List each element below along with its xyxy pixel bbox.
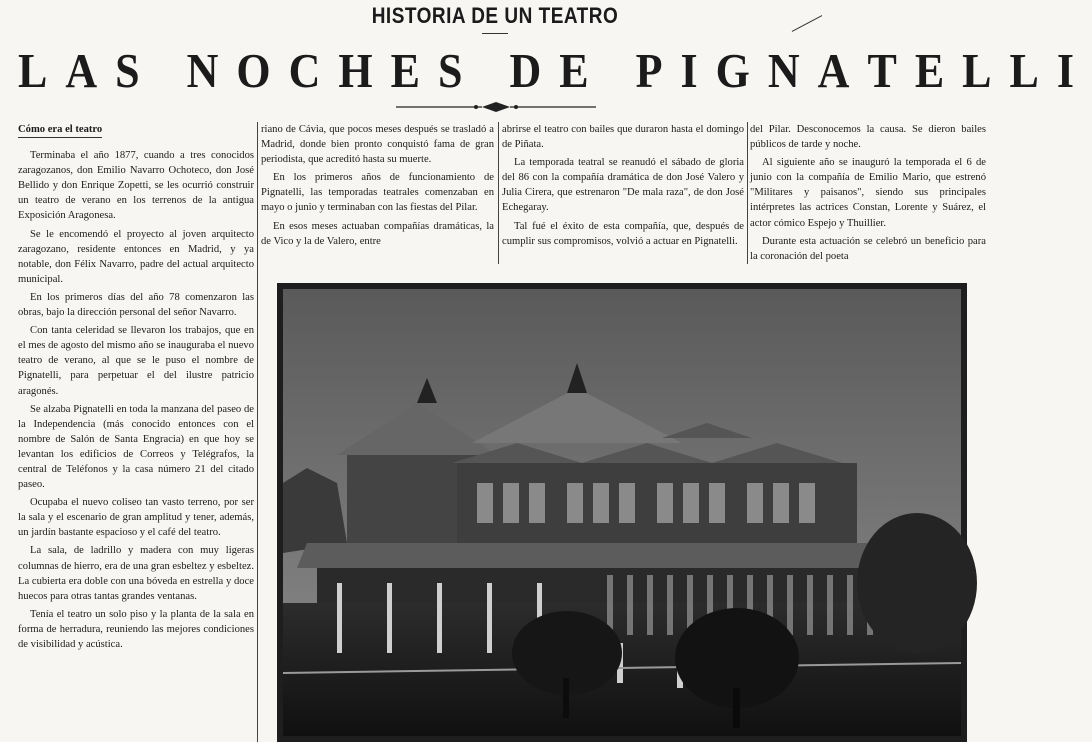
article-column-4 (750, 122, 986, 265)
headline-letter (481, 43, 510, 99)
article-paragraph: Durante esta actuación se celebró un beneficio para la coronación del poeta (750, 235, 986, 262)
article-paragraph: abrirse el teatro con bailes que duraron hasta el domingo de Piñata. (502, 124, 744, 151)
section-subhead: Cómo era el teatro (18, 122, 102, 138)
article-paragraph: Tenía el teatro un solo piso y la planta de la sala en forma de herradura, reuniendo las mejores condiciones de visibilidad y acústica. (18, 608, 254, 650)
section-kicker: HISTORIA DE UN TEATRO (371, 4, 619, 29)
article-column-2 (261, 122, 494, 265)
article-column-1 (18, 122, 254, 740)
article-paragraph: Terminaba el año 1877, cuando a tres conocidos zaragozanos, don Emilio Navarro Ochoteco, don José Bellido y don Enrique Zopetti, se les ocurrió construir un teatro de verano en los terrenos de la antigua Exposición Aragonesa. (18, 150, 254, 222)
headline-letter: C (288, 44, 339, 99)
article-column-3 (502, 122, 744, 265)
headline-letter: T (867, 44, 915, 99)
headline-letter: D (509, 44, 560, 99)
headline-letter: I (680, 44, 716, 99)
headline-letter (158, 43, 187, 99)
article-paragraph: riano de Cávia, que pocos meses después se trasladó a Madrid, donde bien pronto conquistó fama de gran periodista, que acreditó hasta su muerte. (261, 124, 494, 166)
column-rule (257, 122, 258, 742)
article-paragraph: Se le encomendó el proyecto al joven arquitecto zaragozano, residente entonces en Madrid, y ya notable, don Félix Navarro, padre del actual arquitecto municipal. (18, 228, 254, 285)
headline-letter: N (767, 44, 818, 99)
headline-letter: L (18, 44, 66, 99)
headline-letter: S (115, 44, 158, 99)
headline-letter: N (186, 44, 237, 99)
ornament-divider (396, 100, 596, 114)
headline-letter: E (914, 44, 963, 99)
headline-letter: O (236, 44, 289, 99)
column-rule (747, 122, 748, 264)
headline-letter: P (635, 44, 681, 99)
article-paragraph: Tal fué el éxito de esta compañía, que, después de cumplir sus compromisos, volvió a actuar en Pignatelli. (502, 220, 744, 247)
article-paragraph: La sala, de ladrillo y madera con muy ligeras columnas de hierro, era de una gran esbeltez y esbeltez. La cubierta era doble con una bóveda en estrella y doce huecos para otras tantas grandes ventanas. (18, 545, 254, 602)
headline-letter (607, 43, 636, 99)
article-paragraph: Ocupaba el nuevo coliseo tan vasto terreno, por ser la sala y el escenario de gran amplitud y tener, además, un jardín bastante espacioso y el café del teatro. (18, 497, 254, 539)
article-paragraph: Con tanta celeridad se llevaron los trabajos, que en el mes de agosto del mismo año se inauguraba el nuevo teatro de verano, al que se le puso el nombre de Pignatelli, para perpetuar el del ilustre patricio aragonés. (18, 325, 254, 397)
article-paragraph: Al siguiente año se inauguró la temporada el 6 de junio con la compañía de Emilio Mario, que estrenó "Militares y paisanos", siendo sus principales intérpretes las actrices Constan, Lorente y Suárez, el actor cómico Espejo y Thuillier. (750, 157, 986, 229)
headline-letter: S (438, 44, 481, 99)
article-paragraph: En los primeros días del año 78 comenzaron las obras, bajo la dirección personal del señor Navarro. (18, 291, 254, 319)
headline-letter: A (817, 44, 868, 99)
headline-letter: E (559, 44, 607, 99)
article-paragraph: La temporada teatral se reanudó el sábado de gloria del 86 con la compañía dramática de don José Valero y Julia Cirera, que estrenaron "De mala raza", de don José Echegaray. (502, 157, 744, 214)
article-paragraph: En esos meses actuaban compañías dramáticas, la de Vico y la de Valero, entre (261, 220, 494, 247)
headline-letter: H (338, 44, 391, 99)
headline-letter: G (715, 44, 768, 99)
headline-letter: A (65, 44, 116, 99)
theatre-photograph (277, 283, 967, 742)
headline-letter: L (962, 44, 1010, 99)
page-headline (18, 43, 1092, 105)
headline-letter: L (1009, 44, 1057, 99)
column-rule (498, 122, 499, 264)
article-paragraph: Se alzaba Pignatelli en toda la manzana del paseo de la Independencia (más conocido entonces con el nombre de Salón de Santa Engracia) en que hoy se levantan los edificios de Correos y Telégrafos, la central de Teléfonos y la casa número 21 del citado paseo. (18, 403, 254, 491)
headline-letter: I (1056, 44, 1092, 99)
headline-letter: E (390, 44, 439, 99)
article-paragraph: del Pilar. Desconocemos la causa. Se dieron bailes públicos de tarde y noche. (750, 124, 986, 151)
article-paragraph: En los primeros años de funcionamiento de Pignatelli, las temporadas teatrales comenzaban en mayo o junio y terminaban con las fiestas del Pilar. (261, 172, 494, 214)
kicker-rule (482, 33, 508, 34)
